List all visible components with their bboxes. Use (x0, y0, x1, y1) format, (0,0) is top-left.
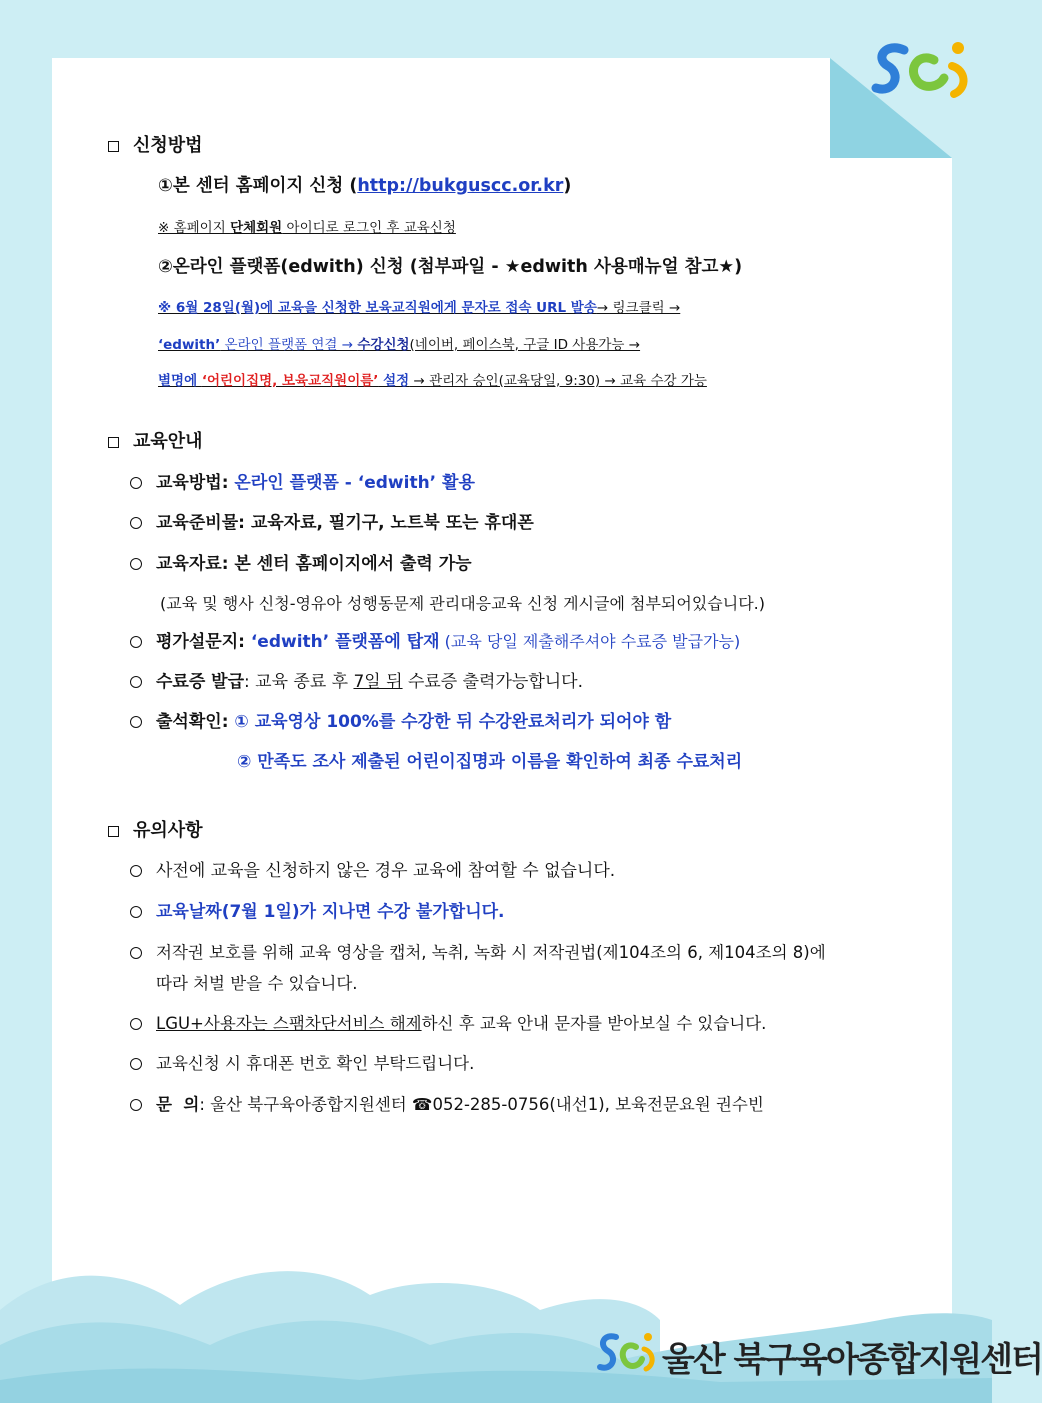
section-apply-heading: 신청방법 (108, 135, 203, 157)
bullet-circle-icon (130, 1058, 142, 1070)
bullet-circle-icon (130, 906, 142, 918)
apply-step1: ①본 센터 홈페이지 신청 (http://bukguscc.or.kr) (158, 176, 572, 196)
bullet-circle-icon (130, 517, 142, 529)
apply-step2: ②온라인 플랫폼(edwith) 신청 (첨부파일 - ★edwith 사용매뉴얼 참고★) (158, 257, 743, 277)
edu-material: 교육자료: 본 센터 홈페이지에서 출력 가능 (130, 553, 472, 575)
homepage-link[interactable]: http://bukguscc.or.kr (357, 176, 564, 196)
apply-line2: ‘edwith’ 온라인 플랫폼 연결 → 수강신청(네이버, 페이스북, 구글 ID 사용가능 → (158, 337, 641, 353)
edu-attendance-2: ② 만족도 조사 제출된 어린이집명과 이름을 확인하여 최종 수료처리 (237, 752, 743, 772)
notice-item-5: 교육신청 시 휴대폰 번호 확인 부탁드립니다. (130, 1053, 474, 1075)
apply-line1: ※ 6월 28일(월)에 교육을 신청한 보육교직원에게 문자로 접속 URL 발송→ 링크클릭 → (158, 300, 681, 316)
bullet-circle-icon (130, 947, 142, 959)
bullet-circle-icon (130, 477, 142, 489)
edu-attendance: 출석확인: ① 교육영상 100%를 수강한 뒤 수강완료처리가 되어야 함 (130, 711, 671, 733)
footer-org-name: 울산 북구육아종합지원센터 (662, 1340, 1042, 1380)
notice-item-2: 교육날짜(7월 1일)가 지나면 수강 불가합니다. (130, 901, 505, 923)
section-notice-heading: 유의사항 (108, 820, 203, 842)
center-logo-icon (866, 32, 976, 112)
checkbox-square-icon (108, 826, 119, 837)
notice-item-3: 저작권 보호를 위해 교육 영상을 캡처, 녹취, 녹화 시 저작권법(제104조의 6, 제104조의 8)에 (130, 942, 826, 964)
apply-line3: 별명에 ‘어린이집명, 보육교직원이름’ 설정 → 관리자 승인(교육당일, 9:30) → 교육 수강 가능 (158, 373, 707, 389)
notice-item-4: LGU+사용자는 스팸차단서비스 해제하신 후 교육 안내 문자를 받아보실 수 있습니다. (130, 1013, 766, 1035)
edu-survey: 평가설문지: ‘edwith’ 플랫폼에 탑재 (교육 당일 제출해주셔야 수료증 발급가능) (130, 631, 740, 653)
edu-method: 교육방법: 온라인 플랫폼 - ‘edwith’ 활용 (130, 472, 475, 494)
bullet-circle-icon (130, 676, 142, 688)
edu-prep: 교육준비물: 교육자료, 필기구, 노트북 또는 휴대폰 (130, 512, 534, 534)
checkbox-square-icon (108, 141, 119, 152)
bullet-circle-icon (130, 1018, 142, 1030)
bullet-circle-icon (130, 636, 142, 648)
notice-item-6: 문 의: 울산 북구육아종합지원센터 ☎052-285-0756(내선1), 보육전문요원 권수빈 (130, 1094, 764, 1116)
bullet-circle-icon (130, 1099, 142, 1111)
apply-note1: ※ 홈페이지 단체회원 아이디로 로그인 후 교육신청 (158, 220, 456, 236)
bullet-circle-icon (130, 558, 142, 570)
section-edu-heading: 교육안내 (108, 431, 203, 453)
notice-item-3-cont: 따라 처벌 받을 수 있습니다. (156, 974, 358, 993)
checkbox-square-icon (108, 437, 119, 448)
edu-material-note: (교육 및 행사 신청-영유아 성행동문제 관리대응교육 신청 게시글에 첨부되어있습니다.) (160, 594, 765, 613)
notice-item-1: 사전에 교육을 신청하지 않은 경우 교육에 참여할 수 없습니다. (130, 860, 615, 882)
bullet-circle-icon (130, 865, 142, 877)
edu-certificate: 수료증 발급: 교육 종료 후 7일 뒤 수료증 출력가능합니다. (130, 671, 583, 693)
bullet-circle-icon (130, 716, 142, 728)
footer-logo-icon (596, 1325, 656, 1385)
